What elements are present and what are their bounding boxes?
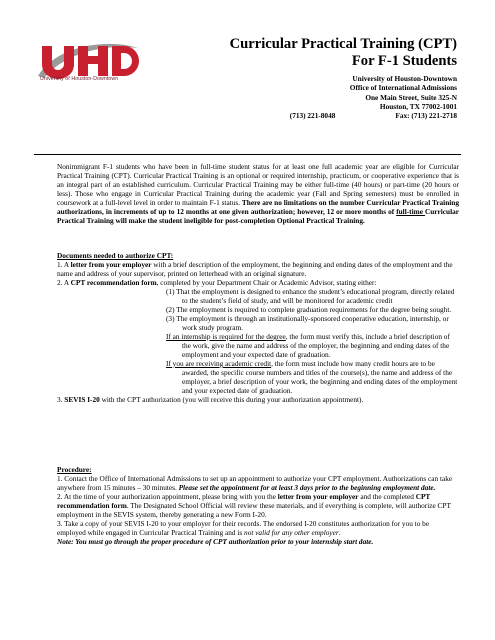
item-text: with a brief description of the employment, the beginning and ending dates of the employment and the name and address of your supervisor, printed on letterhead with an original signature.	[57, 260, 453, 278]
condition-text: , the form must verify this, include a brief description of the work, give the name and address of the employer, the beginning and ending dates of the employment and your expected date of graduation.	[182, 332, 450, 359]
item-bold: letter from your employer	[70, 260, 152, 269]
documents-section	[57, 251, 459, 404]
phone-number: (713) 221-8048	[289, 111, 336, 121]
address-line-2: Office of International Admissions	[349, 83, 457, 93]
documents-condition-2	[57, 359, 459, 395]
documents-item-1	[57, 260, 459, 278]
item-bold: CPT recommendation form	[70, 278, 157, 287]
step-bold: at least 3 days prior to the beginning employment date.	[271, 483, 436, 492]
step-bold: letter from your employer	[277, 492, 359, 501]
intro-bold-underline: full-time	[396, 207, 425, 216]
documents-item-3	[57, 395, 459, 404]
address-block	[290, 74, 457, 120]
documents-subitem-1: (1) That the employment is designed to enhance the student’s educational program, directly related to the student’s field of study, and will be monitored for academic credit	[166, 287, 455, 305]
step-text: 1. Contact the Office of International Admissions to set up an appointment to authorize your CPT employment. Authorizations can take anywhere from 15 minutes – 30 minutes.	[57, 474, 453, 492]
condition-text: , the form must include how many credit hours are to be awarded, the specific course numbers and titles of the course(s), the name and address of the employer, a brief description of your work, the beginning and ending dates of the employment and your expected date of graduation.	[182, 359, 458, 395]
item-number: 3.	[57, 395, 65, 404]
documents-subitem-2: (2) The employment is required to complete graduation requirements for the degree being sought.	[166, 305, 452, 314]
documents-heading: Documents needed to authorize CPT:	[57, 251, 174, 260]
procedure-note: Note: You must go through the proper procedure of CPT authorization prior to your internship start date.	[57, 537, 374, 546]
condition-underline: If an internship is required for the degree	[166, 332, 286, 341]
contact-numbers	[290, 111, 457, 120]
logo-caption: University of Houston-Downtown	[40, 76, 119, 82]
intro-paragraph	[57, 162, 459, 225]
procedure-heading: Procedure:	[57, 465, 92, 474]
title-line-1: Curricular Practical Training (CPT)	[229, 36, 457, 52]
header-divider	[34, 154, 461, 155]
documents-subitem-3: (3) The employment is through an institutionally-sponsored cooperative education, internship, or work study program.	[166, 314, 449, 332]
item-number: 2. A	[57, 278, 71, 287]
step-text: . The Designated School Official will review these materials, and if everything is complete, will authorize CPT employment in the SEVIS system, thereby generating a new Form I-20.	[57, 501, 451, 519]
step-text: .	[338, 528, 341, 537]
documents-item-2	[57, 278, 459, 287]
intro-text: Nonimmigrant F-1 students who have been in full-time student status for at least one full academic year are eligible for Curricular Practical Training (CPT). Curricular Practical Training is an optional or required internship, practicum, or cooperative experience that is an integral part of an established curriculum. Curricular Practical Training may be either full-time (40 hours) or part-time (20 hours or less). Those who engage in Curricular Practical Training during the academic year (Fall and Spring semesters) must be enrolled in coursework at a full-level level in order to maintain F-1 status.	[57, 162, 459, 207]
step-text: 2. At the time of your authorization appointment, please bring with you the	[57, 492, 278, 501]
step-text: and the completed	[358, 492, 416, 501]
documents-condition-1	[57, 332, 459, 359]
address-line-1: University of Houston-Downtown	[352, 74, 457, 83]
intro-bold-text: There are no limitations on the number Curricular Practical Training authorizations, in increments of up to 12 months at one given authorization; however, 12 or more months of	[57, 198, 459, 216]
document-title	[230, 36, 457, 70]
step-text: 3. Take a copy of your SEVIS I-20 to your employer for their records. The endorsed I-20 constitutes authorization for you to be employed while engaged in Curricular Practical Training and is	[57, 519, 430, 537]
fax-number: Fax: (713) 221-2718	[395, 111, 457, 121]
procedure-step-2	[57, 492, 459, 519]
procedure-section	[57, 465, 459, 546]
item-bold: SEVIS I-20	[64, 395, 100, 404]
item-text: , completed by your Department Chair or Academic Advisor, stating either:	[156, 278, 377, 287]
address-line-3: One Main Street, Suite 325-N	[365, 92, 457, 102]
condition-underline: If you are receiving academic credit	[166, 359, 272, 368]
title-line-2: For F-1 Students	[351, 53, 457, 69]
step-bold-italic: Please set the appointment for	[178, 483, 272, 492]
item-text: with the CPT authorization (you will receive this during your authorization appointment).	[99, 395, 364, 404]
procedure-step-1	[57, 474, 459, 492]
address-line-4: Houston, TX 77002-1001	[379, 101, 457, 111]
step-bold: CPT recommendation form	[57, 492, 431, 510]
procedure-step-3	[57, 519, 459, 537]
step-italic: not valid for any other employer	[244, 528, 339, 537]
intro-bold-text-end: Curricular Practical Training will make the student ineligible for post-completion Optional Practical Training.	[57, 207, 459, 225]
item-number: 1. A	[57, 260, 71, 269]
